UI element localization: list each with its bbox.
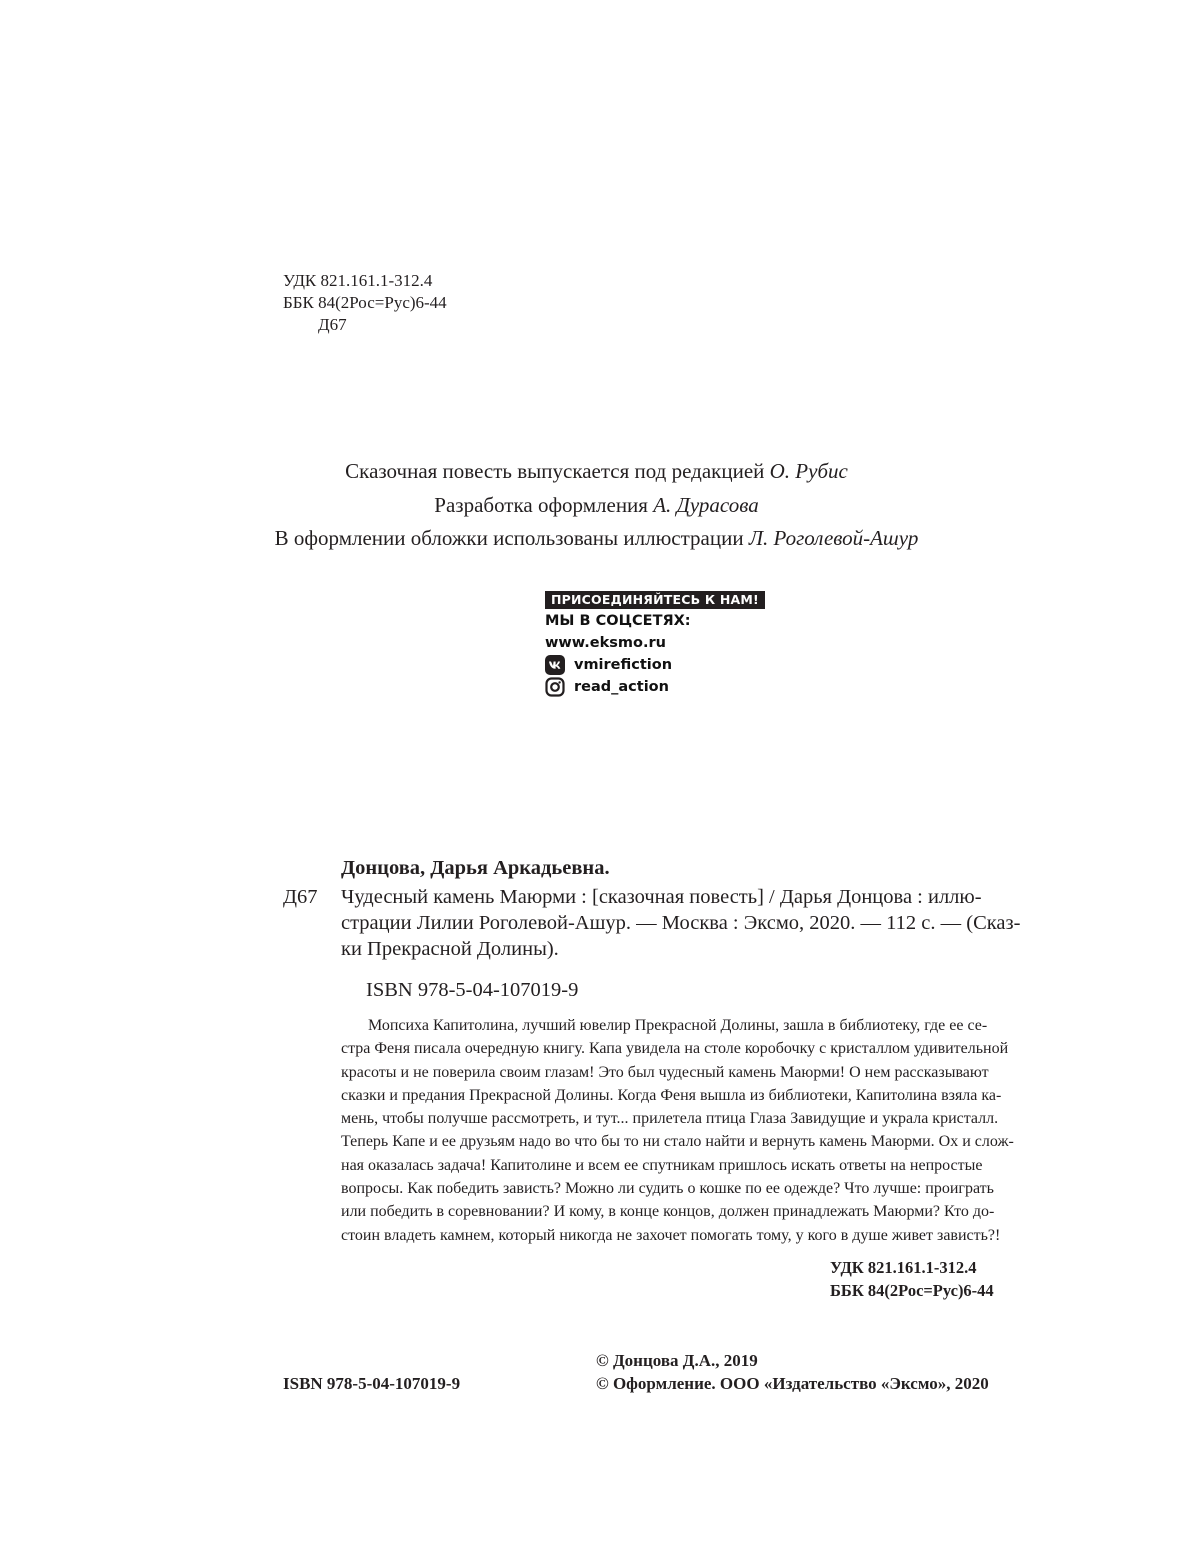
credit-design-text: Разработка оформления (434, 493, 654, 517)
annotation-line: мень, чтобы получше рассмотреть, и тут... прилетела птица Глаза Завидущие и украла кристалл. (341, 1110, 999, 1128)
record-isbn: ISBN 978-5-04-107019-9 (366, 979, 579, 1001)
copyright-design: © Оформление. ООО «Издательство «Эксмо», 2020 (596, 1374, 989, 1393)
annotation (341, 1014, 1017, 1247)
credit-design (0, 492, 1193, 518)
copyright-author: © Донцова Д.А., 2019 (596, 1351, 758, 1370)
vk-handle: vmirefiction (574, 657, 673, 673)
credit-editor-text: Сказочная повесть выпускается под редакцией (345, 459, 770, 483)
record-title-line: ки Прекрасной Долины). (341, 938, 559, 960)
record-author: Донцова, Дарья Аркадьевна. (341, 857, 610, 879)
author-mark: Д67 (318, 315, 347, 334)
annotation-line: стоин владеть камнем, который никогда не захочет помогать тому, у кого в душе живет зависть?! (341, 1226, 1001, 1244)
credit-illustrations (0, 525, 1193, 551)
credit-illustrations-name: Л. Роголевой-Ашур (748, 526, 919, 550)
annotation-line: сказки и предания Прекрасной Долины. Когда Феня вышла из библиотеки, Капитолина взяла ка- (341, 1086, 1002, 1104)
join-us-label: ПРИСОЕДИНЯЙТЕСЬ К НАМ! (545, 591, 765, 609)
record-author-mark: Д67 (283, 886, 318, 908)
record-title-line: Чудесный камень Маюрми : [сказочная повесть] / Дарья Донцова : иллю- (341, 886, 982, 908)
record-title-line: страции Лилии Роголевой-Ашур. — Москва : Эксмо, 2020. — 112 с. — (Сказ- (341, 912, 1021, 934)
credit-illustrations-text: В оформлении обложки использованы иллюстрации (274, 526, 749, 550)
record-bbk: ББК 84(2Рос=Рус)6-44 (830, 1281, 994, 1300)
bbk-code: ББК 84(2Рос=Рус)6-44 (283, 293, 447, 312)
instagram-link[interactable] (545, 676, 785, 698)
footer-isbn: ISBN 978-5-04-107019-9 (283, 1374, 461, 1393)
annotation-line: красоты и не поверила своим глазам! Это был чудесный камень Маюрми! О нем рассказывают (341, 1063, 989, 1081)
udk-code: УДК 821.161.1-312.4 (283, 271, 433, 290)
credit-editor (0, 458, 1193, 484)
instagram-icon (545, 677, 565, 697)
annotation-line: ная оказалась задача! Капитолине и всем ее спутникам пришлось искать ответы на непростые (341, 1156, 983, 1174)
annotation-line: стра Феня писала очередную книгу. Капа увидела на столе коробочку с кристаллом удивительной (341, 1040, 1009, 1058)
vk-icon (545, 655, 565, 675)
record-udk: УДК 821.161.1-312.4 (830, 1258, 977, 1277)
annotation-line: или победить в соревновании? И кому, в конце концов, должен принадлежать Маюрми? Кто до- (341, 1203, 995, 1221)
instagram-handle: read_action (574, 679, 669, 695)
annotation-line: Теперь Капе и ее друзьям надо во что бы то ни стало найти и вернуть камень Маюрми. Ох и слож- (341, 1133, 1014, 1151)
social-block (545, 591, 785, 698)
social-heading: МЫ В СОЦСЕТЯХ: (545, 613, 691, 629)
vk-link[interactable] (545, 654, 785, 676)
credit-editor-name: О. Рубис (769, 459, 848, 483)
credit-design-name: А. Дурасова (653, 493, 759, 517)
annotation-line: вопросы. Как победить зависть? Можно ли судить о кошке по ее одежде? Что лучше: проиграть (341, 1180, 994, 1198)
website-link[interactable]: www.eksmo.ru (545, 635, 666, 651)
record-title (341, 884, 1021, 962)
annotation-line: Мопсиха Капитолина, лучший ювелир Прекрасной Долины, зашла в библиотеку, где ее се- (368, 1017, 988, 1034)
